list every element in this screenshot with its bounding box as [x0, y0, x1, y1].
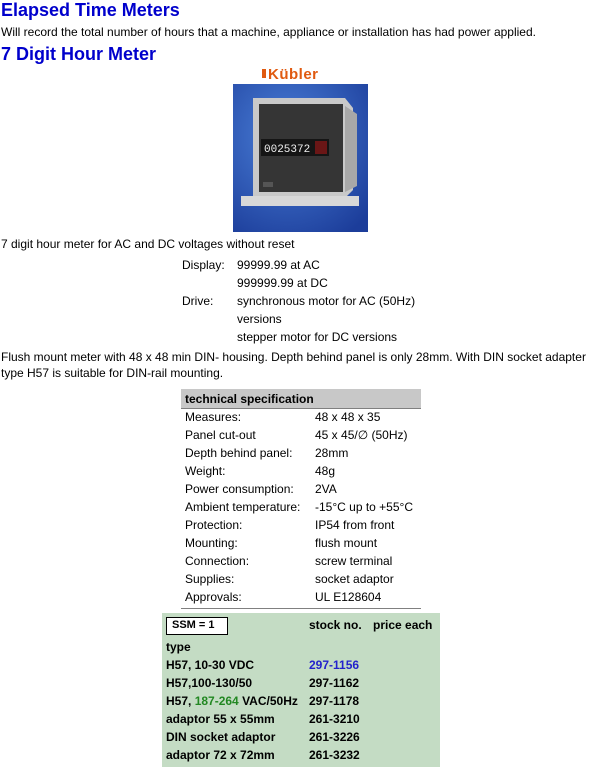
spec-value: flush mount	[315, 536, 378, 550]
spec-name: Protection:	[185, 518, 243, 532]
stock-number: 261-3210	[309, 712, 360, 726]
spec-key: Display:	[182, 258, 225, 272]
table-row	[185, 570, 421, 588]
table-row	[166, 730, 436, 748]
product-type: H57, 10-30 VDC	[166, 658, 255, 672]
spec-value: IP54 from front	[315, 518, 395, 532]
hour-meter-photo	[233, 84, 368, 232]
table-row	[185, 408, 421, 426]
product-caption: 7 digit hour meter for AC and DC voltages without reset	[1, 237, 295, 251]
spec-value: 48 x 48 x 35	[315, 410, 381, 424]
spec-value: versions	[237, 312, 282, 326]
table-row	[185, 552, 421, 570]
product-type: H57, 187-264 VAC/50Hz	[166, 694, 298, 708]
table-row	[166, 658, 436, 676]
table-row	[185, 480, 421, 498]
product-title: 7 Digit Hour Meter	[1, 44, 157, 64]
stock-number: 261-3226	[309, 730, 360, 744]
page-title: Elapsed Time Meters	[1, 0, 180, 20]
price-column-header: price each	[373, 618, 433, 632]
table-row	[185, 498, 421, 516]
table-row	[166, 712, 436, 730]
type-column-header: type	[166, 640, 191, 654]
table-row	[185, 444, 421, 462]
spec-value: socket adaptor	[315, 572, 394, 586]
product-type: adaptor 72 x 72mm	[166, 748, 275, 762]
product-type: H57,100-130/50	[166, 676, 253, 690]
spec-value: 2VA	[315, 482, 337, 496]
spec-value: UL E128604	[315, 590, 382, 604]
mounting-description: Flush mount meter with 48 x 48 min DIN- housing. Depth behind panel is only 28mm. With DIN socket adapter type H57 is suitable for DIN-rail mounting.	[1, 350, 586, 380]
table-row	[185, 462, 421, 480]
spec-name: Depth behind panel:	[185, 446, 293, 460]
stock-number: 297-1178	[309, 694, 360, 708]
product-type: adaptor 55 x 55mm	[166, 712, 275, 726]
spec-name: Ambient temperature:	[185, 500, 301, 514]
spec-value: 99999.99 at AC	[237, 258, 320, 272]
spec-name: Connection:	[185, 554, 250, 568]
spec-value: 48g	[315, 464, 336, 478]
spec-name: Panel cut-out	[185, 428, 256, 442]
technical-spec-header	[181, 389, 421, 409]
intro-text: Will record the total number of hours that a machine, appliance or installation has had power applied.	[1, 25, 536, 39]
spec-value: 28mm	[315, 446, 349, 460]
table-row	[185, 534, 421, 552]
spec-name: Supplies:	[185, 572, 235, 586]
spec-name: Weight:	[185, 464, 226, 478]
spec-value: synchronous motor for AC (50Hz)	[237, 294, 416, 308]
spec-key: Drive:	[182, 294, 214, 308]
spec-name: Approvals:	[185, 590, 242, 604]
order-table	[162, 613, 440, 767]
stock-number: 297-1162	[309, 676, 360, 690]
table-row	[185, 588, 421, 606]
stock-number-link[interactable]: 297-1156	[309, 658, 360, 672]
spec-name: Measures:	[185, 410, 242, 424]
spec-value: -15°C up to +55°C	[315, 500, 413, 514]
meter-counter: 0025372	[264, 144, 311, 156]
table-divider	[181, 608, 421, 609]
spec-value: screw terminal	[315, 554, 393, 568]
table-row	[166, 694, 436, 712]
table-row	[185, 516, 421, 534]
spec-name: Power consumption:	[185, 482, 294, 496]
stock-number: 261-3232	[309, 748, 360, 762]
spec-name: Mounting:	[185, 536, 238, 550]
product-type: DIN socket adaptor	[166, 730, 276, 744]
spec-value: 45 x 45/∅ (50Hz)	[315, 428, 408, 442]
kubler-logo	[262, 66, 340, 82]
stock-column-header: stock no.	[309, 618, 362, 632]
table-row	[166, 676, 436, 694]
table-row	[166, 748, 436, 766]
svg-text:Kübler: Kübler	[268, 66, 319, 82]
ssm-badge	[166, 617, 228, 635]
technical-spec-title: technical specification	[185, 392, 314, 406]
table-row	[185, 426, 421, 444]
spec-value: 999999.99 at DC	[237, 276, 328, 290]
spec-value: stepper motor for DC versions	[237, 330, 398, 344]
ssm-label: SSM = 1	[172, 619, 215, 631]
